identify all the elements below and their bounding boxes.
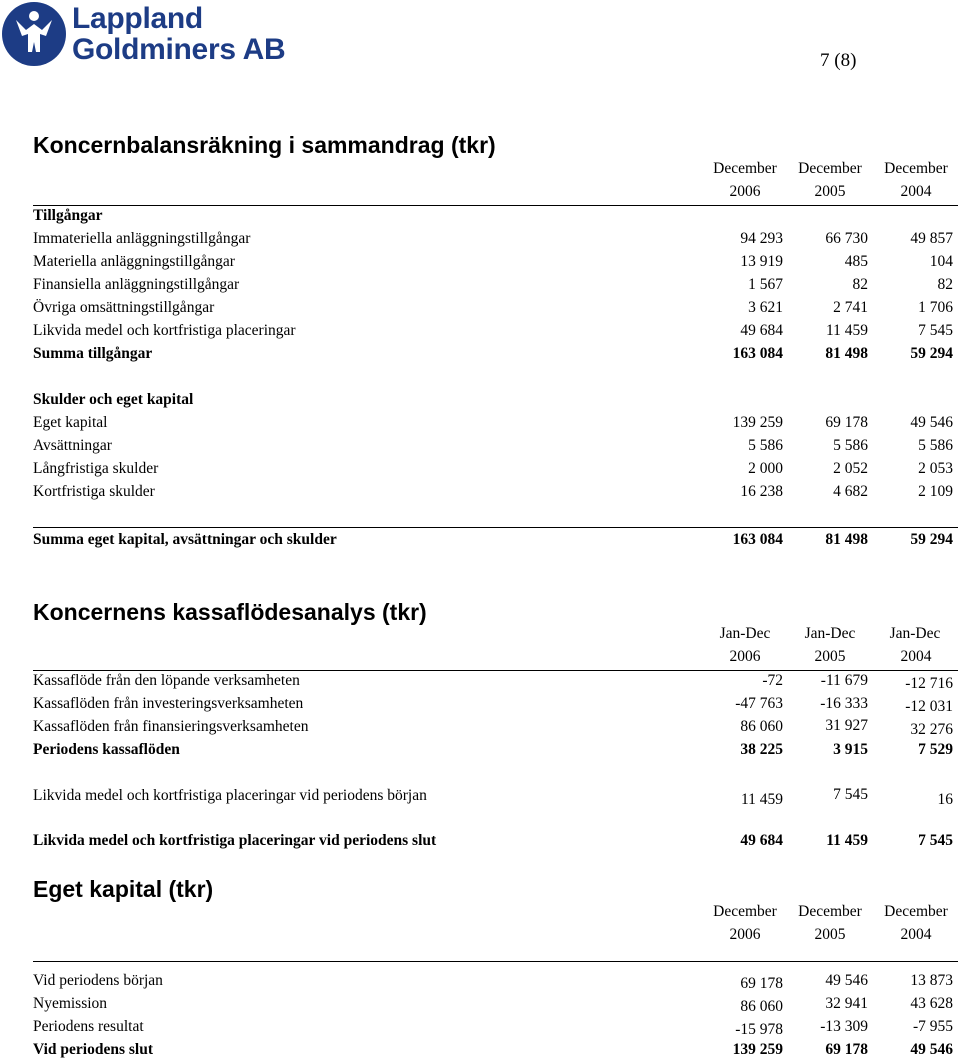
- row-label: Likvida medel och kortfristiga placeringar vid periodens början: [33, 787, 427, 804]
- cell-2005: 7 545: [833, 786, 868, 803]
- col-header: 2006: [729, 926, 761, 943]
- row-label: Immateriella anläggningstillgångar: [33, 230, 251, 247]
- logo-wordmark: [72, 3, 285, 65]
- total-row: [0, 739, 960, 761]
- cashflow-header-period: [0, 623, 960, 645]
- table-row: [0, 970, 960, 992]
- section-heading: [0, 205, 960, 227]
- col-header: Jan-Dec: [719, 625, 771, 642]
- col-header: December: [798, 160, 862, 177]
- cell-2005: 3 915: [833, 741, 868, 758]
- cell-2005: -11 679: [820, 672, 868, 689]
- header-divider: [33, 961, 958, 962]
- cell-2005: 485: [844, 253, 868, 270]
- cell-2006: 2 000: [748, 460, 783, 477]
- table-row: [0, 693, 960, 715]
- cell-2005: 2 741: [833, 299, 868, 316]
- logo-line-1: Lappland: [72, 2, 203, 35]
- row-label: Kortfristiga skulder: [33, 483, 155, 500]
- cell-2006: 13 919: [740, 253, 783, 270]
- row-label: Övriga omsättningstillgångar: [33, 299, 215, 316]
- cell-2005: 81 498: [825, 531, 868, 548]
- cell-2004: 49 546: [910, 1041, 953, 1058]
- table-row: [0, 274, 960, 296]
- cell-2005: -16 333: [820, 695, 868, 712]
- col-header: 2006: [729, 648, 761, 665]
- cell-2006: 5 586: [748, 437, 783, 454]
- table-row: [0, 251, 960, 273]
- equity-title: Eget kapital (tkr): [33, 876, 214, 902]
- cell-2004: 7 545: [918, 832, 953, 849]
- row-label: Likvida medel och kortfristiga placeringar: [33, 322, 296, 339]
- cell-2004: 5 586: [918, 437, 953, 454]
- cell-2004: 49 546: [910, 414, 953, 431]
- cell-2004: -12 716: [905, 675, 953, 692]
- cell-2006: 69 178: [740, 975, 783, 992]
- cell-2006: 94 293: [740, 230, 783, 247]
- balance-header-month: [0, 158, 960, 180]
- row-label: Avsättningar: [33, 437, 112, 454]
- cell-2004: -7 955: [912, 1018, 953, 1035]
- cell-2005: 11 459: [826, 832, 868, 849]
- cell-2006: 11 459: [740, 791, 783, 808]
- row-label: Periodens kassaflöden: [33, 741, 180, 758]
- cell-2005: 82: [852, 276, 868, 293]
- cell-2005: 31 927: [825, 717, 868, 734]
- col-header: Jan-Dec: [889, 625, 941, 642]
- row-label: Summa eget kapital, avsättningar och skulder: [33, 531, 337, 548]
- cell-2006: 38 225: [740, 741, 783, 758]
- row-label: Vid periodens början: [33, 972, 163, 989]
- cell-2004: -12 031: [905, 698, 953, 715]
- cell-2005: 32 941: [825, 995, 868, 1012]
- cell-2005: 81 498: [825, 345, 868, 362]
- cell-2004: 49 857: [910, 230, 953, 247]
- row-label: Långfristiga skulder: [33, 460, 159, 477]
- cell-2005: -13 309: [820, 1018, 868, 1035]
- cell-2004: 1 706: [918, 299, 953, 316]
- cell-2006: -47 763: [735, 695, 783, 712]
- balance-header-year: [0, 181, 960, 203]
- cell-2004: 7 545: [918, 322, 953, 339]
- table-row: [0, 297, 960, 319]
- cell-2004: 59 294: [910, 531, 953, 548]
- row-label: Materiella anläggningstillgångar: [33, 253, 235, 270]
- cell-2006: 139 259: [732, 414, 783, 431]
- cell-2004: 82: [937, 276, 953, 293]
- row-label: Likvida medel och kortfristiga placeringar vid periodens slut: [33, 832, 437, 849]
- total-row: [0, 343, 960, 365]
- table-row: [0, 481, 960, 503]
- col-header: December: [713, 160, 777, 177]
- col-header: 2005: [814, 926, 846, 943]
- col-header: 2005: [814, 183, 846, 200]
- col-header: December: [798, 903, 862, 920]
- cell-2006: 49 684: [740, 322, 783, 339]
- table-row: [0, 412, 960, 434]
- cell-2005: 11 459: [825, 322, 868, 339]
- cell-2006: 163 084: [732, 531, 783, 548]
- col-header: Jan-Dec: [804, 625, 856, 642]
- cell-2006: 1 567: [748, 276, 783, 293]
- cell-2004: 2 109: [918, 483, 953, 500]
- cell-2005: 4 682: [833, 483, 868, 500]
- cell-2006: 3 621: [748, 299, 783, 316]
- table-row: [0, 1016, 960, 1038]
- total-row: [0, 1039, 960, 1061]
- col-header: 2004: [900, 648, 932, 665]
- table-row: [0, 228, 960, 250]
- page-number: 7 (8): [820, 50, 857, 71]
- row-label: Kassaflöden från investeringsverksamheten: [33, 695, 304, 712]
- row-label: Tillgångar: [33, 207, 103, 224]
- row-label: Skulder och eget kapital: [33, 391, 194, 408]
- logo-emblem-icon: [2, 2, 66, 66]
- table-row: [0, 320, 960, 342]
- cell-2005: 5 586: [833, 437, 868, 454]
- table-row: [0, 458, 960, 480]
- section-heading: [0, 389, 960, 411]
- col-header: December: [884, 160, 948, 177]
- cell-2006: -15 978: [735, 1021, 783, 1038]
- cell-2006: 16 238: [740, 483, 783, 500]
- col-header: 2004: [900, 183, 932, 200]
- equity-header-year: [0, 924, 960, 946]
- col-header: 2005: [814, 648, 846, 665]
- table-row: [0, 670, 960, 692]
- cell-2006: 86 060: [740, 998, 783, 1015]
- cell-2006: 86 060: [740, 718, 783, 735]
- total-row: [0, 830, 960, 852]
- cell-2004: 7 529: [918, 741, 953, 758]
- cell-2004: 104: [929, 253, 953, 270]
- balance-title: Koncernbalansräkning i sammandrag (tkr): [33, 132, 496, 158]
- cell-2006: -72: [762, 672, 783, 689]
- company-logo: [2, 2, 285, 66]
- cashflow-title: Koncernens kassaflödesanalys (tkr): [33, 599, 427, 625]
- equity-header-month: [0, 901, 960, 923]
- cell-2006: 139 259: [732, 1041, 783, 1058]
- cell-2004: 16: [937, 791, 953, 808]
- row-label: Kassaflöden från finansieringsverksamheten: [33, 718, 309, 735]
- total-divider: [33, 527, 958, 528]
- table-row: [0, 993, 960, 1015]
- row-label: Vid periodens slut: [33, 1041, 154, 1058]
- total-row: [0, 529, 960, 551]
- cell-2004: 32 276: [910, 721, 953, 738]
- row-label: Nyemission: [33, 995, 108, 1012]
- cell-2006: 163 084: [732, 345, 783, 362]
- cell-2005: 49 546: [825, 972, 868, 989]
- row-label: Summa tillgångar: [33, 345, 153, 362]
- col-header: December: [884, 903, 948, 920]
- logo-line-2: Goldminers AB: [72, 33, 286, 66]
- row-label: Periodens resultat: [33, 1018, 144, 1035]
- row-label: Finansiella anläggningstillgångar: [33, 276, 240, 293]
- cell-2005: 2 052: [833, 460, 868, 477]
- cell-2004: 13 873: [910, 972, 953, 989]
- cell-2004: 43 628: [910, 995, 953, 1012]
- col-header: 2006: [729, 183, 761, 200]
- cell-2005: 69 178: [825, 414, 868, 431]
- row-label: Eget kapital: [33, 414, 108, 431]
- cell-2004: 59 294: [910, 345, 953, 362]
- row-label: Kassaflöde från den löpande verksamheten: [33, 672, 300, 689]
- table-row: [0, 435, 960, 457]
- col-header: 2004: [900, 926, 932, 943]
- cell-2006: 49 684: [740, 832, 783, 849]
- table-row: [0, 785, 960, 807]
- cell-2005: 66 730: [825, 230, 868, 247]
- cell-2004: 2 053: [918, 460, 953, 477]
- col-header: December: [713, 903, 777, 920]
- cashflow-header-year: [0, 646, 960, 668]
- table-row: [0, 716, 960, 738]
- cell-2005: 69 178: [825, 1041, 868, 1058]
